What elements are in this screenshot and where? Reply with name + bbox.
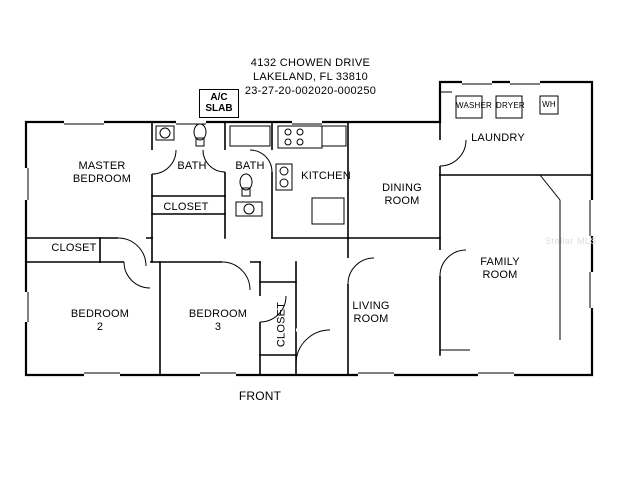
room-label-line-1: DINING [382, 182, 422, 194]
room-label-bath-hall [170, 160, 214, 173]
room-label-line-1: LIVING [352, 300, 390, 312]
room-label-master-bedroom [62, 160, 142, 186]
room-label-line-1: BEDROOM [70, 308, 130, 320]
room-label-dining-room [374, 182, 430, 208]
room-label-line-2: ROOM [353, 313, 389, 325]
room-label-line-2: 2 [96, 321, 104, 333]
appliance-label-text: WH [542, 100, 556, 109]
room-label-line-1: CLOSET [275, 301, 288, 348]
appliance-label-dryer [496, 101, 525, 111]
room-label-line-1: CLOSET [163, 201, 209, 213]
appliance-label-water-heater [540, 100, 558, 110]
room-label-line-2: 3 [214, 321, 222, 333]
parcel-id: 23-27-20-002020-000250 [244, 85, 377, 97]
room-label-bedroom-3 [180, 308, 256, 334]
room-label-closet-bedroom-3 [276, 295, 289, 355]
room-label-line-1: KITCHEN [301, 170, 351, 182]
address-line-2: LAKELAND, FL 33810 [252, 71, 369, 83]
appliance-label-text: DRYER [496, 101, 525, 110]
room-label-line-2: ROOM [482, 269, 518, 281]
room-label-living-room [342, 300, 400, 326]
room-label-closet-master [156, 201, 216, 214]
room-label-bedroom-2 [62, 308, 138, 334]
room-label-closet-hall-left [44, 242, 104, 255]
room-label-line-1: BEDROOM [188, 308, 248, 320]
room-label-family-room [470, 256, 530, 282]
room-label-line-1: BATH [177, 160, 207, 172]
room-label-line-1: MASTER [78, 160, 126, 172]
ac-slab-line-1: A/C [210, 92, 228, 103]
front-label-text: FRONT [238, 389, 282, 403]
room-label-bath-main [228, 160, 272, 173]
room-label-line-2: BEDROOM [72, 173, 132, 185]
room-label-line-1: BATH [235, 160, 265, 172]
ac-slab-line-2: SLAB [205, 103, 233, 114]
room-label-kitchen [296, 170, 356, 183]
title-block [0, 56, 621, 98]
address-line-1: 4132 CHOWEN DRIVE [250, 57, 371, 69]
room-label-line-2: ROOM [384, 195, 420, 207]
watermark: Stellar MLS [544, 236, 597, 246]
appliance-label-washer [456, 101, 493, 111]
appliance-label-text: WASHER [456, 101, 493, 110]
room-label-line-1: LAUNDRY [471, 132, 525, 144]
room-label-line-1: FAMILY [480, 256, 520, 268]
ac-slab-callout [199, 89, 239, 118]
front-label [212, 390, 308, 403]
room-label-line-1: CLOSET [51, 242, 97, 254]
room-label-laundry [462, 132, 534, 145]
